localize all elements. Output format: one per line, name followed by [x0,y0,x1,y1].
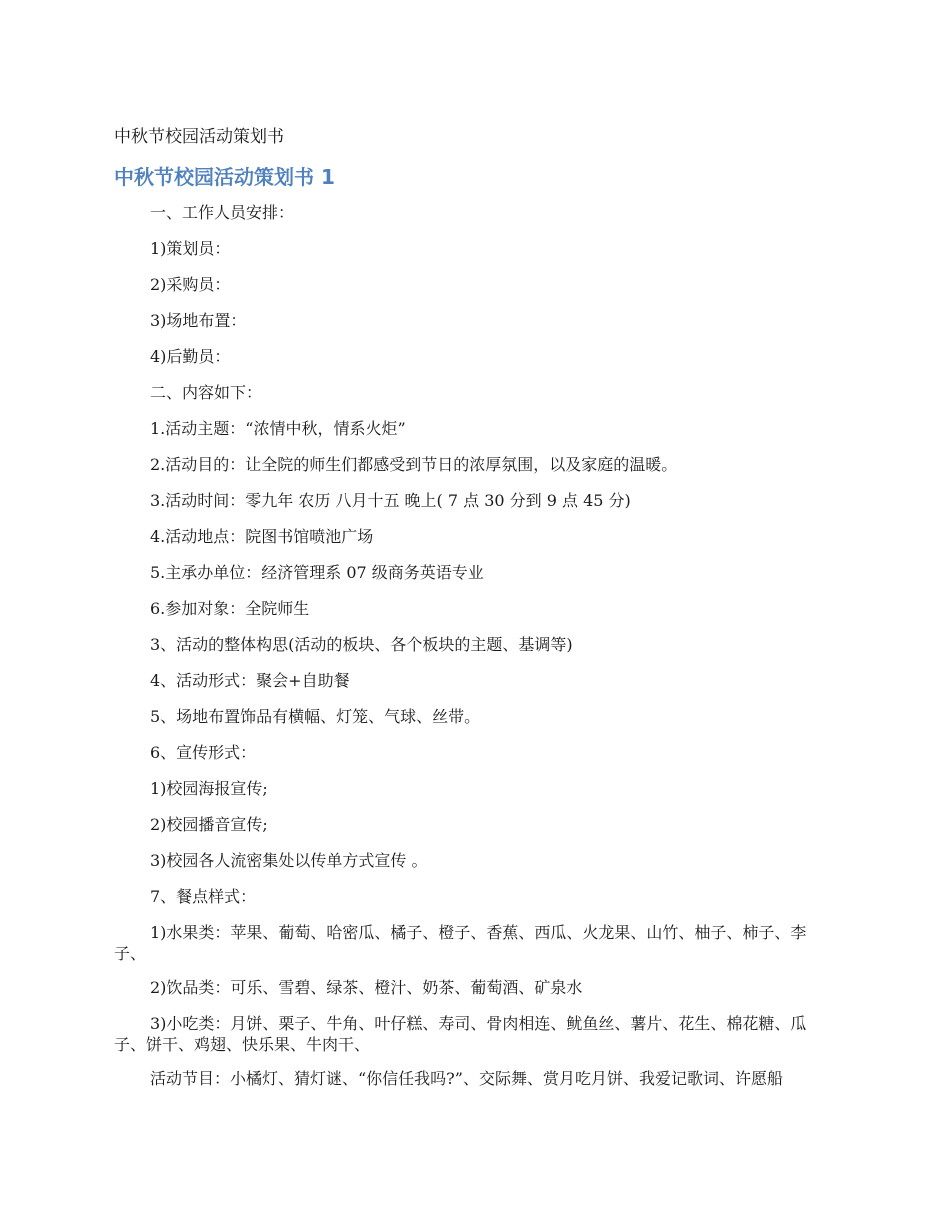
paragraph-drinks: 2)饮品类：可乐、雪碧、绿茶、橙汁、奶茶、葡萄酒、矿泉水 [150,978,583,997]
paragraph-planner: 1)策划员： [150,239,231,258]
paragraph-snacks: 3)小吃类：月饼、栗子、牛角、叶仔糕、寿司、骨肉相连、鱿鱼丝、薯片、花生、棉花糖、瓜子、饼干、鸡翅、快乐果、牛肉干、 [114,1014,807,1054]
paragraph-flyer-promotion: 3)校园各人流密集处以传单方式宣传 。 [150,851,428,870]
paragraph-staff-arrangement: 一、工作人员安排： [150,203,295,222]
paragraph-format: 4、活动形式：聚会+自助餐 [150,671,350,690]
paragraph-venue-setup: 3)场地布置： [150,311,247,330]
paragraph-organizer: 5.主承办单位：经济管理系 07 级商务英语专业 [150,563,484,582]
paragraph-purchaser: 2)采购员： [150,275,231,294]
paragraph-promotion-heading: 6、宣传形式： [150,743,257,762]
paragraph-time: 3.活动时间：零九年 农历 八月十五 晚上( 7 点 30 分到 9 点 45 分) [150,491,631,510]
paragraph-poster-promotion: 1)校园海报宣传; [150,779,268,798]
section-heading: 中秋节校园活动策划书 1 [114,165,335,189]
paragraph-content-heading: 二、内容如下： [150,383,263,402]
paragraph-food-heading: 7、餐点样式： [150,887,257,906]
paragraph-purpose: 2.活动目的：让全院的师生们都感受到节日的浓厚氛围，以及家庭的温暖。 [150,455,678,474]
paragraph-theme: 1.活动主题：“浓情中秋，情系火炬” [150,419,406,438]
paragraph-broadcast-promotion: 2)校园播音宣传; [150,815,268,834]
paragraph-participants: 6.参加对象：全院师生 [150,599,310,618]
paragraph-overall-concept: 3、活动的整体构思(活动的板块、各个板块的主题、基调等) [150,635,573,654]
paragraph-location: 4.活动地点：院图书馆喷池广场 [150,527,374,546]
paragraph-decorations: 5、场地布置饰品有横幅、灯笼、气球、丝带。 [150,707,481,726]
paragraph-fruits: 1)水果类：苹果、葡萄、哈密瓜、橘子、橙子、香蕉、西瓜、火龙果、山竹、柚子、柿子、李子、 [114,923,807,963]
paragraph-programs: 活动节目：小橘灯、猜灯谜、“你信任我吗?”、交际舞、赏月吃月饼、我爱记歌词、许愿船 [150,1069,783,1088]
paragraph-logistics: 4)后勤员： [150,347,231,366]
document-title: 中秋节校园活动策划书 [114,127,284,147]
